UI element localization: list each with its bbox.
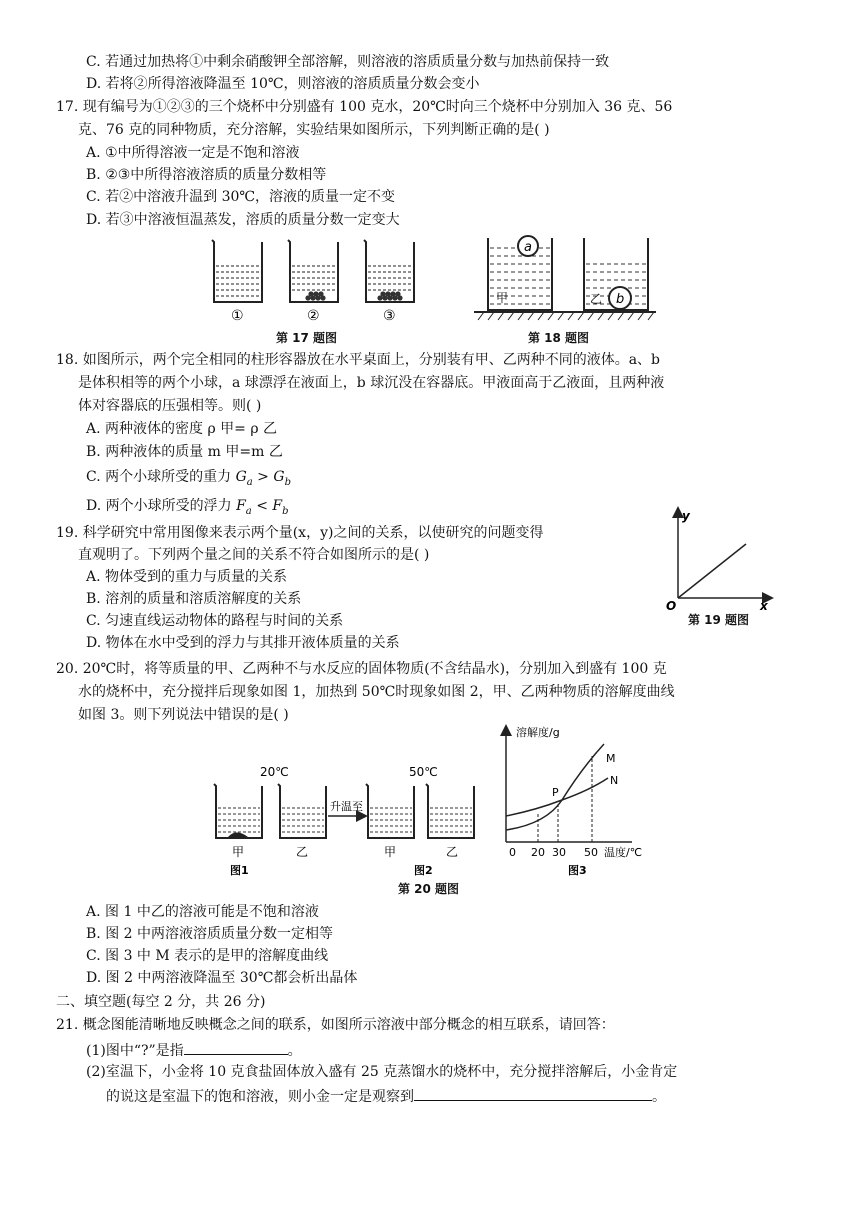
beaker-fig2-yi-liquid	[430, 808, 472, 832]
q19-stem-line1: 19. 科学研究中常用图像来表示两个量(x，y)之间的关系，以使研究的问题变得	[56, 525, 544, 541]
q18-stem-line3: 体对容器底的压强相等。则( )	[78, 398, 262, 414]
q17-stem-line2: 克、76 克的同种物质，充分溶解，实验结果如图所示，下列判断正确的是( )	[78, 122, 550, 138]
q17-figure	[200, 234, 430, 344]
q19-figure	[664, 506, 776, 610]
q18-stem-line1: 18. 如图所示，两个完全相同的柱形容器放在水平桌面上，分别装有甲、乙两种不同的液体。a、b	[56, 352, 661, 368]
curve-P-label: P	[552, 786, 559, 799]
q18-option-a: A. 两种液体的密度 ρ 甲= ρ 乙	[86, 421, 278, 437]
origin-label: O	[666, 599, 677, 610]
q21-part1	[86, 1039, 302, 1061]
q19-option-b: B. 溶剂的质量和溶质溶解度的关系	[86, 591, 302, 607]
beaker-fig1-yi	[278, 784, 326, 838]
crystals-3	[377, 291, 402, 300]
fig2-yi-label: 乙	[446, 845, 459, 859]
q21-part1-text: (1)图中“?”是指	[86, 1043, 184, 1059]
temp-20-label: 20℃	[260, 765, 289, 779]
q17-option-b: B. ②③中所得溶液溶质的质量分数相等	[86, 167, 327, 183]
q18-option-c-text: C. 两个小球所受的重力	[86, 469, 236, 485]
q18-formula-gravity: $G_a > G_b$	[235, 469, 291, 488]
tick-50: 50	[584, 846, 598, 859]
axis-x-label: x	[760, 599, 768, 610]
beaker-label-1: ①	[231, 308, 244, 324]
q19-option-d: D. 物体在水中受到的浮力与其排开液体质量的关系	[86, 635, 400, 651]
q18-option-d-text: D. 两个小球所受的浮力	[86, 498, 237, 514]
section-heading: 二、填空题(每空 2 分，共 26 分)	[56, 994, 266, 1010]
heat-arrow-label: 升温至	[330, 800, 363, 813]
beaker-fig2-yi	[426, 784, 474, 838]
q21-answer-blank-1[interactable]	[184, 1039, 288, 1055]
fig1-jia-label: 甲	[232, 845, 245, 859]
beaker-label-2: ②	[307, 308, 320, 324]
q18-option-c	[86, 467, 291, 493]
axis-y-label: y	[682, 509, 690, 523]
q20-figure-caption: 第 20 题图	[398, 882, 460, 896]
q17-option-a: A. ①中所得溶液一定是不饱和溶液	[86, 145, 300, 161]
tick-30: 30	[552, 846, 566, 859]
fig2-jia-label: 甲	[384, 845, 397, 859]
fig3-label: 图3	[568, 864, 587, 877]
curve-N-label: N	[610, 774, 619, 787]
crystals-2	[305, 291, 325, 300]
q20-stem-line2: 水的烧杯中，充分搅拌后现象如图 1，加热到 50℃时现象如图 2，甲、乙两种物质的溶解度曲线	[78, 684, 675, 700]
tick-20: 20	[531, 846, 545, 859]
q16-option-d: D. 若将②所得溶液降温至 10℃，则溶液的溶质质量分数会变小	[86, 76, 480, 92]
q18-figure	[470, 232, 660, 328]
q21-part1-end: 。	[287, 1043, 302, 1059]
q21-part2-line1: (2)室温下，小金将 10 克食盐固体放入盛有 25 克蒸馏水的烧杯中，充分搅拌溶解后，小金肯定	[86, 1064, 678, 1080]
curve-ylabel: 溶解度/g	[516, 726, 560, 739]
q17-figure-caption: 第 17 题图	[276, 331, 338, 345]
q20-option-b: B. 图 2 中两溶液溶质质量分数一定相等	[86, 926, 333, 942]
q21-answer-blank-2[interactable]	[414, 1085, 652, 1101]
q18-stem-line2: 是体积相等的两个小球，a 球漂浮在液面上，b 球沉没在容器底。甲液面高于乙液面，且两种液	[78, 375, 665, 391]
q21-part2-end: 。	[652, 1089, 666, 1105]
ball-a-label: a	[524, 240, 532, 255]
q21-part2-text: 的说这是室温下的饱和溶液，则小金一定是观察到	[106, 1089, 414, 1105]
q20-stem-line3: 如图 3。则下列说法中错误的是( )	[78, 707, 289, 723]
curve-M-label: M	[606, 752, 616, 765]
q17-option-c: C. 若②中溶液升温到 30℃，溶液的质量一定不变	[86, 189, 396, 205]
undissolved-solid	[228, 833, 248, 838]
q20-option-a: A. 图 1 中乙的溶液可能是不饱和溶液	[86, 904, 319, 920]
q18-figure-caption: 第 18 题图	[528, 331, 590, 345]
fig1-label: 图1	[230, 864, 249, 877]
q18-option-d	[86, 496, 289, 522]
q19-option-a: A. 物体受到的重力与质量的关系	[86, 569, 288, 585]
q19-option-c: C. 匀速直线运动物体的路程与时间的关系	[86, 613, 344, 629]
beaker-fig1-jia-liquid	[218, 808, 260, 832]
temp-50-label: 50℃	[409, 765, 438, 779]
q20-option-c: C. 图 3 中 M 表示的是甲的溶解度曲线	[86, 948, 329, 964]
q17-option-d: D. 若③中溶液恒温蒸发，溶质的质量分数一定变大	[86, 212, 400, 228]
q18-option-b: B. 两种液体的质量 m 甲=m 乙	[86, 444, 283, 460]
liquid-jia-label: 甲	[496, 291, 509, 305]
fig2-label: 图2	[414, 864, 433, 877]
beaker-fig2-jia	[366, 784, 414, 838]
beaker-fig1-yi-liquid	[282, 808, 324, 832]
q21-stem: 21. 概念图能清晰地反映概念之间的联系，如图所示溶液中部分概念的相互联系，请回答：	[56, 1017, 615, 1033]
q20-figure	[206, 724, 666, 882]
fig1-yi-label: 乙	[296, 845, 309, 859]
q21-part2-line2	[106, 1085, 666, 1107]
q20-option-d: D. 图 2 中两溶液降温至 30℃都会析出晶体	[86, 970, 358, 986]
liquid-yi-label: 乙	[590, 292, 603, 306]
ball-b-label: b	[616, 292, 625, 307]
beaker-1	[212, 240, 262, 302]
q18-formula-buoyancy: $F_a < F_b$	[236, 498, 289, 517]
beaker-fig2-jia-liquid	[370, 808, 412, 832]
tick-0: 0	[509, 846, 516, 859]
q19-stem-line2: 直观明了。下列两个量之间的关系不符合如图所示的是( )	[78, 547, 430, 563]
q19-figure-caption: 第 19 题图	[688, 613, 750, 627]
q20-stem-line1: 20. 20℃时，将等质量的甲、乙两种不与水反应的固体物质(不含结晶水)，分别加入到盛有 100 克	[56, 661, 667, 677]
proportional-line	[678, 544, 746, 598]
ground-hatch	[474, 312, 656, 320]
beaker-label-3: ③	[383, 308, 396, 324]
curve-xlabel: 温度/℃	[604, 846, 643, 859]
beaker-fig1-jia	[214, 784, 262, 838]
q16-option-c: C. 若通过加热将①中剩余硝酸钾全部溶解，则溶液的溶质质量分数与加热前保持一致	[86, 54, 610, 70]
q17-stem-line1: 17. 现有编号为①②③的三个烧杯中分别盛有 100 克水，20℃时向三个烧杯中分别加入 36 克、56	[56, 99, 673, 115]
